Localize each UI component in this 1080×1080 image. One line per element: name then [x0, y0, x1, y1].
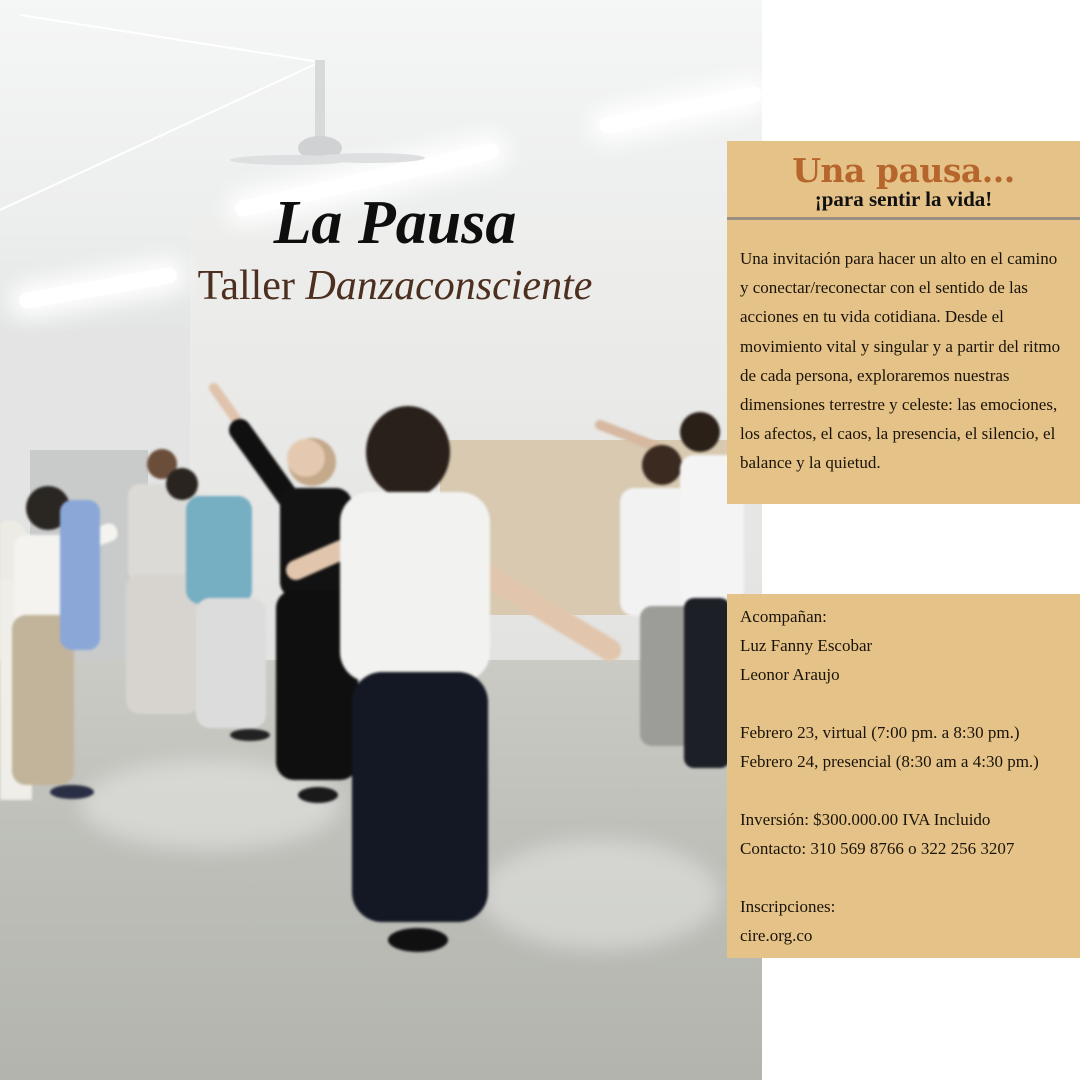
event-date: Febrero 23, virtual (7:00 pm. a 8:30 pm.) [740, 723, 1020, 742]
subtitle-plain: Taller [197, 263, 295, 309]
event-date: Febrero 24, presencial (8:30 am a 4:30 pm.) [740, 752, 1039, 771]
details-list [727, 594, 1080, 950]
description-panel [727, 141, 1080, 504]
spacer [740, 689, 1068, 718]
description-text: Una invitación para hacer un alto en el camino y conectar/reconectar con el sentido de las acciones en tu vida cotidiana. Desde el movimiento vital y singular y a partir del ritmo de cada persona, exploraremos nuestras dimensiones terrestre y celeste: las emociones, los afectos, el caos, la presencia, el silencio, el balance y la quietud. [740, 249, 1061, 473]
spacer [740, 776, 1068, 805]
companion-name: Leonor Araujo [740, 665, 840, 684]
investment-text: Inversión: $300.000.00 IVA Incluido [740, 810, 991, 829]
panel-header [727, 141, 1080, 220]
registration-label: Inscripciones: [740, 897, 836, 916]
title-main: La Pausa [273, 189, 517, 257]
panel-heading: Una pausa... [792, 151, 1015, 190]
companions-label: Acompañan: [740, 607, 827, 626]
title-subtitle [150, 260, 640, 312]
companion-name: Luz Fanny Escobar [740, 636, 873, 655]
event-title [150, 188, 640, 312]
subtitle-italic: Danzaconsciente [305, 263, 593, 309]
spacer [740, 863, 1068, 892]
panel-subheading: ¡para sentir la vida! [814, 187, 993, 211]
contact-text: Contacto: 310 569 8766 o 322 256 3207 [740, 839, 1015, 858]
details-panel [727, 594, 1080, 958]
website-link[interactable]: cire.org.co [740, 926, 813, 945]
